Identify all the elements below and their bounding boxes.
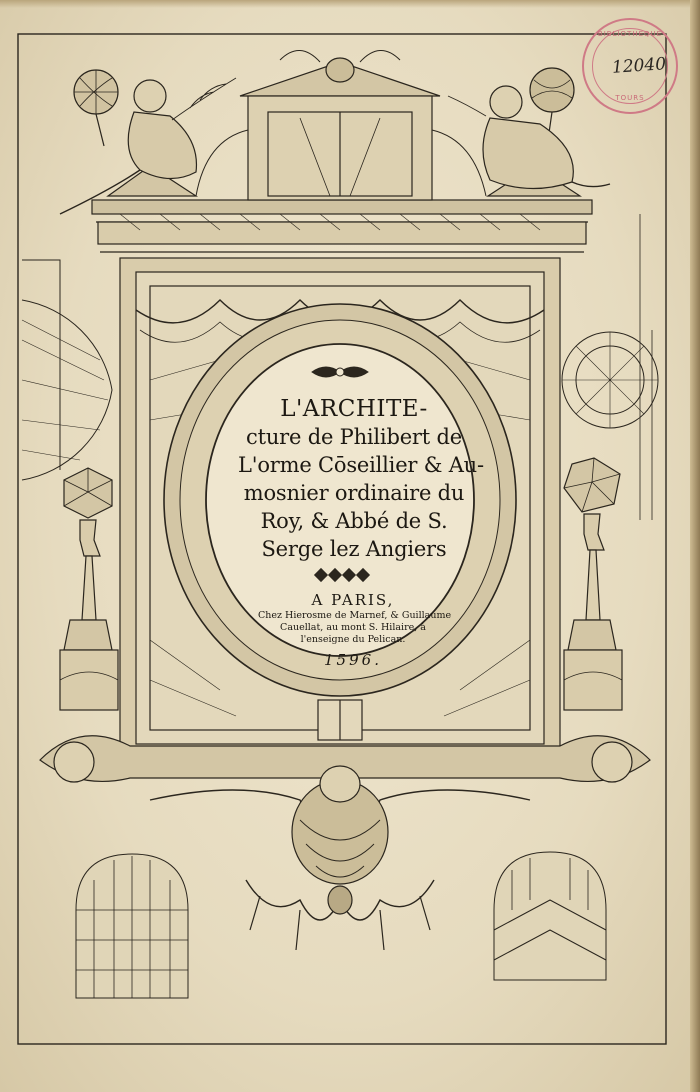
title-line-3: L'orme Cōseillier & Au- (238, 453, 484, 477)
imprint-line-1: Chez Hierosme de Marnef, & Guillaume (258, 610, 452, 621)
cornice (92, 200, 592, 252)
title-line-1: L'ARCHITE- (280, 396, 428, 422)
title-line-2: cture de Philibert de (246, 425, 462, 449)
imprint (258, 590, 452, 672)
title-line-6: Serge lez Angiers (261, 537, 447, 561)
imprint-line-3: l'enseigne du Pelican. (300, 634, 406, 645)
library-stamp-bottom-text: TOURS (615, 94, 645, 102)
handwritten-shelfmark: 12040 (611, 54, 667, 78)
imprint-year: 1596. (324, 651, 382, 669)
imprint-city: A PARIS, (311, 591, 395, 609)
title-line-5: Roy, & Abbé de S. (260, 509, 448, 533)
left-arc-diagram (22, 260, 112, 480)
right-polyhedron-column (564, 458, 622, 710)
title-fleuron-top (312, 367, 368, 377)
right-arch-window (494, 852, 606, 980)
left-arch-window (76, 854, 188, 998)
left-polyhedron-column (60, 468, 118, 710)
library-stamp-top-text: BIBLIOTHEQUE (597, 30, 663, 38)
book-title (238, 395, 484, 563)
title-line-4: mosnier ordinaire du (243, 481, 465, 505)
imprint-line-2: Cauellat, au mont S. Hilaire, à (280, 622, 426, 633)
